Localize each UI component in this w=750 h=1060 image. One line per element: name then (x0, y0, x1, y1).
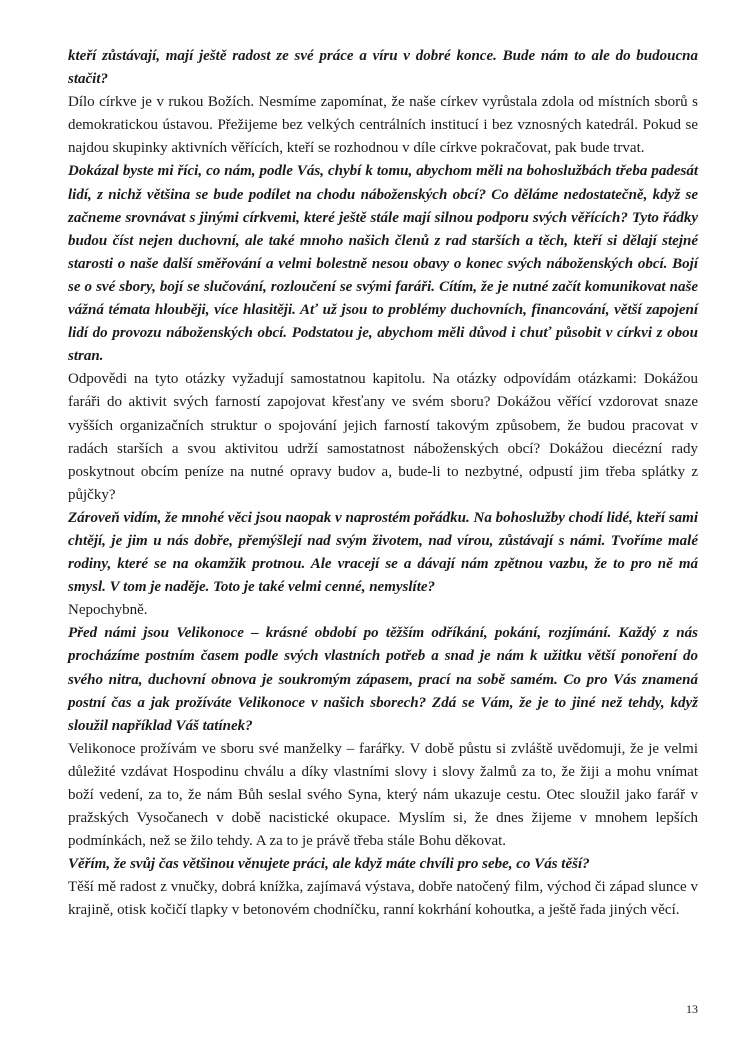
interview-answer: Těší mě radost z vnučky, dobrá knížka, zajímavá výstava, dobře natočený film, východ či západ slunce v krajině, otisk kočičí tlapky v betonovém chodníčku, ranní kokrhání kohoutka, a ještě řada jiných věcí. (68, 879, 698, 919)
interview-question: kteří zůstávají, mají ještě radost ze své práce a víru v dobré konce. Bude nám to ale do budoucna stačit? (68, 48, 698, 88)
interview-answer: Odpovědi na tyto otázky vyžadují samostatnou kapitolu. Na otázky odpovídám otázkami: Dokážou faráři do aktivit svých farností zapojovat křesťany ve svém sboru? Dokážou věřící vzdorovat snaze vyšších organizačních struktur o spojování jejich farností takovým způsobem, že budou pracovat v radách starších a svou aktivitou udrží samostatnost náboženských obcí? Dokážou diecézní rady poskytnout obcím peníze na nutné opravy budov a, bude-li to nezbytné, odpustí jim třeba splátky z půjčky? (68, 371, 698, 503)
interview-question: Dokázal byste mi říci, co nám, podle Vás, chybí k tomu, abychom měli na bohoslužbách třeba padesát lidí, z nichž většina se bude podílet na chodu náboženských obcí? Co děláme nedostatečně, když se začneme srovnávat s jinými církvemi, které ještě stále mají silnou podporu svých věřících? Tyto řádky budou číst nejen duchovní, ale také mnoho našich členů z rad starších a těch, kteří si dělají stejné starosti o naše další směřování a velmi bolestně nesou obavy o konec svých náboženských obcí. Bojí se o své sbory, bojí se slučování, rozloučení se svými faráři. Cítím, že je nutné začít komunikovat naše vážná témata hlouběji, více hlasitěji. Ať už jsou to problémy duchovních, financování, větší zapojení lidí do provozu náboženských obcí. Podstatou je, abychom měli důvod i chuť působit v církvi z obou stran. (68, 163, 698, 365)
interview-question: Před námi jsou Velikonoce – krásné období po těžším odříkání, pokání, rozjímání. Každý z nás procházíme postním časem podle svých vlastních potřeb a snad je nám k užitku větší ponoření do svého nitra, duchovní obnova je soukromým zápasem, prací na sobě samém. Co pro Vás znamená postní čas a jak prožíváte Velikonoce v našich sborech? Zdá se Vám, že je to jiné než tehdy, když sloužil například Váš tatínek? (68, 625, 698, 734)
interview-answer: Velikonoce prožívám ve sboru své manželky – farářky. V době půstu si zvláště uvědomuji, že je velmi důležité vzdávat Hospodinu chválu a díky vlastními slovy i slovy žalmů za to, že žiji a mohu vnímat boží vedení, za to, že nám Bůh seslal svého Syna, který nám ukazuje cestu. Otec sloužil jako farář v pražských Vysočanech v době nacistické okupace. Myslím si, že dnes žijeme v mnohem lepších podmínkách, než se žilo tehdy. A za to je právě třeba stále Bohu děkovat. (68, 740, 698, 850)
interview-question: Zároveň vidím, že mnohé věci jsou naopak v naprostém pořádku. Na bohoslužby chodí lidé, kteří sami chtějí, je jim u nás dobře, přemýšlejí nad svým životem, nad vírou, zůstávají s námi. Tvoříme malé rodiny, které se na okamžik protnou. Ale vracejí se a dávají nám zpětnou vazbu, že to pro ně má smysl. V tom je naděje. Toto je také velmi cenné, nemyslíte? (68, 509, 698, 596)
article-body (68, 45, 698, 923)
interview-answer: Dílo církve je v rukou Božích. Nesmíme zapomínat, že naše církev vyrůstala zdola od místních sborů s demokratickou ústavou. Přežijeme bez velkých centrálních institucí i bez vznosných katedrál. Pokud se najdou skupinky aktivních věřících, kteří se rozhodnou v díle církve pokračovat, pak bude trvat. (68, 94, 698, 157)
page-number: 13 (686, 1002, 698, 1016)
interview-question: Věřím, že svůj čas většinou věnujete práci, ale když máte chvíli pro sebe, co Vás těší? (68, 856, 590, 873)
interview-answer: Nepochybně. (68, 602, 148, 619)
